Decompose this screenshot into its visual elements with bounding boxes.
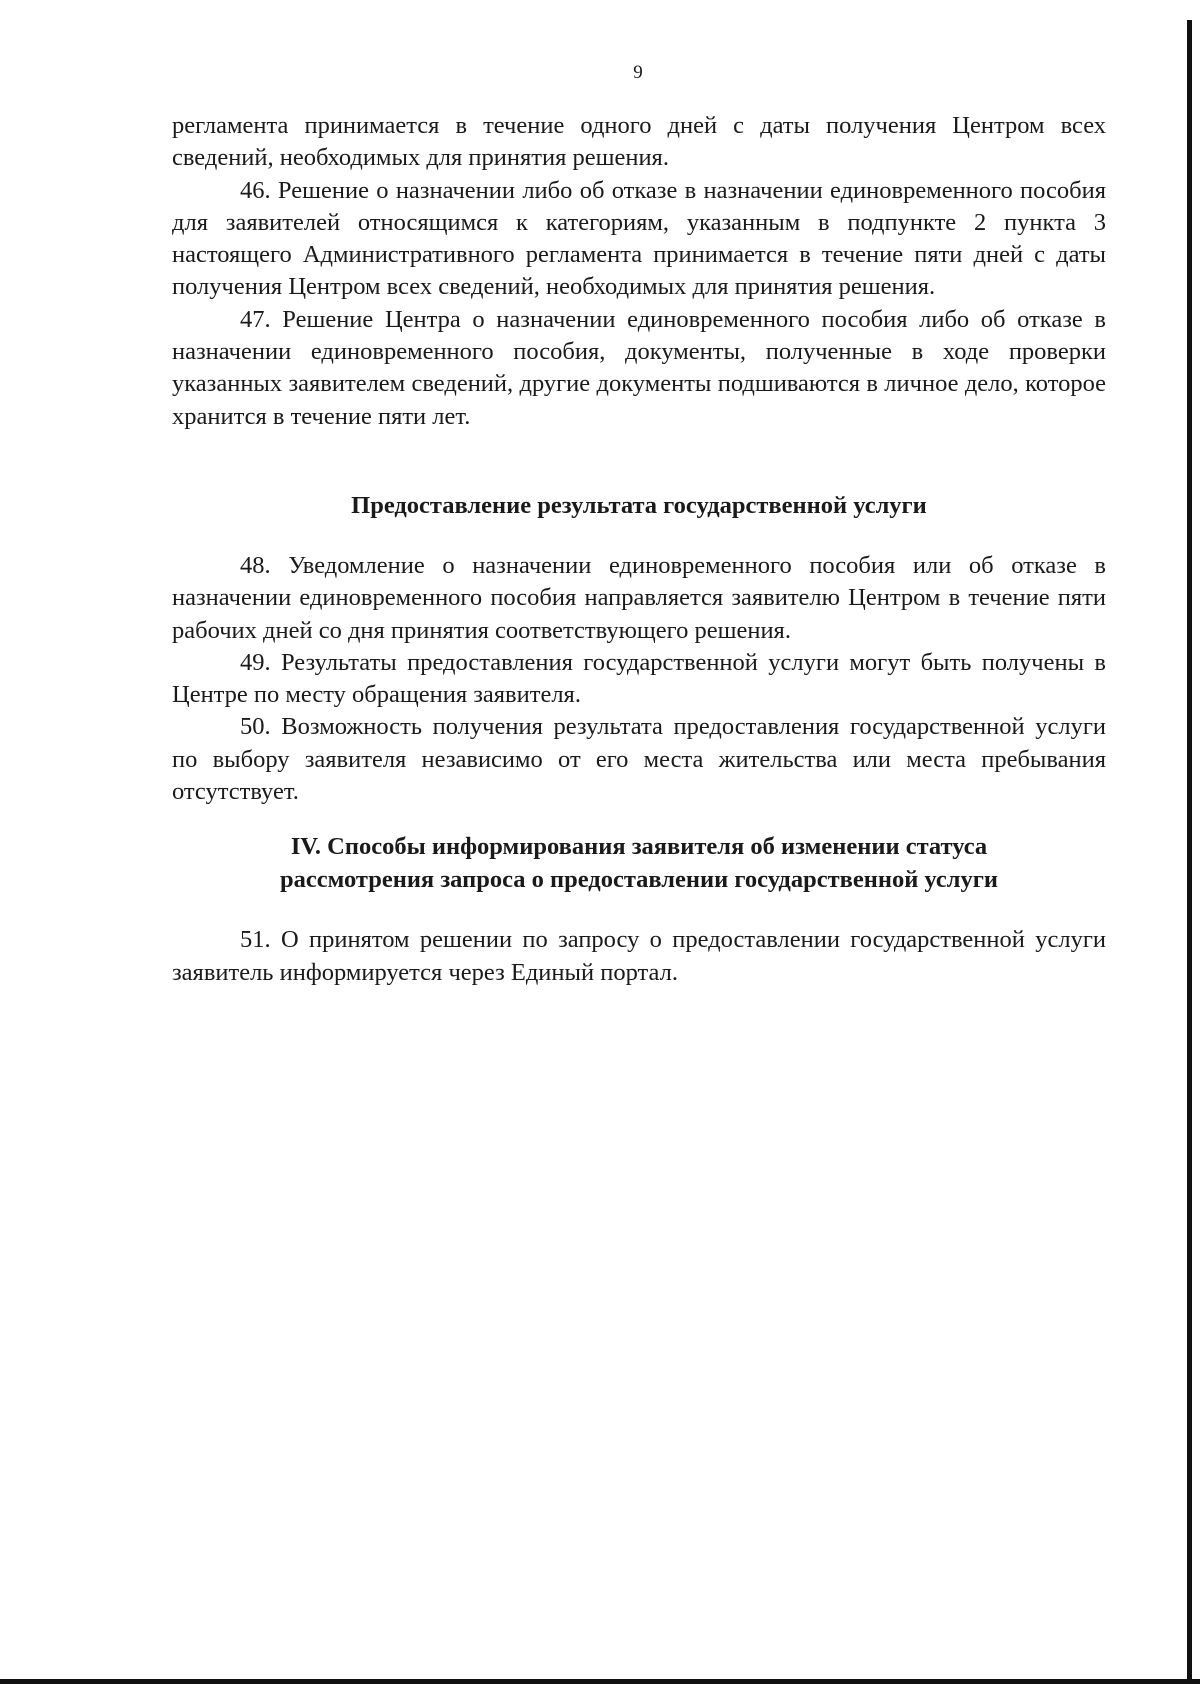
paragraph-50: 50. Возможность получения результата предоставления государственной услуги по выбору заявителя независимо от его места жительства или места пребывания отсутствует.	[172, 713, 1106, 806]
paragraph-51: 51. О принятом решении по запросу о предоставлении государственной услуги заявитель информируется через Единый портал.	[172, 926, 1106, 986]
scan-edge-right	[1187, 20, 1192, 1684]
chapter-heading	[172, 830, 1106, 896]
spacer	[172, 896, 1106, 924]
paragraph-46: 46. Решение о назначении либо об отказе в назначении единовременного пособия для заявителей относящимся к категориям, указанным в подпункте 2 пункта 3 настоящего Административного регламента принимается в течение пяти дней с даты получения Центром всех сведений, необходимых для принятия решения.	[172, 176, 1106, 301]
spacer	[172, 433, 1106, 489]
section-heading: Предоставление результата государственной услуги	[351, 491, 927, 519]
scan-edge-bottom	[0, 1679, 1200, 1684]
spacer	[172, 808, 1106, 830]
paragraph-48: 48. Уведомление о назначении единовременного пособия или об отказе в назначении единовременного пособия направляется заявителю Центром в течение пяти рабочих дней со дня принятия соответствующего решения.	[172, 551, 1106, 644]
chapter-heading-line-2: рассмотрения запроса о предоставлении государственной услуги	[279, 866, 999, 894]
page-number: 9	[633, 62, 643, 83]
document-body	[172, 110, 1106, 989]
paragraph-49: 49. Результаты предоставления государственной услуги могут быть получены в Центре по месту обращения заявителя.	[172, 648, 1106, 709]
chapter-heading-line-1: IV. Способы информирования заявителя об изменении статуса	[290, 833, 988, 861]
spacer	[172, 522, 1106, 550]
paragraph-47: 47. Решение Центра о назначении единовременного пособия либо об отказе в назначении единовременного пособия, документы, полученные в ходе проверки указанных заявителем сведений, другие документы подшиваются в личное дело, которое хранится в течение пяти лет.	[172, 305, 1106, 430]
paragraph-continuation: регламента принимается в течение одного дней с даты получения Центром всех сведений, необходимых для принятия решения.	[172, 112, 1106, 172]
